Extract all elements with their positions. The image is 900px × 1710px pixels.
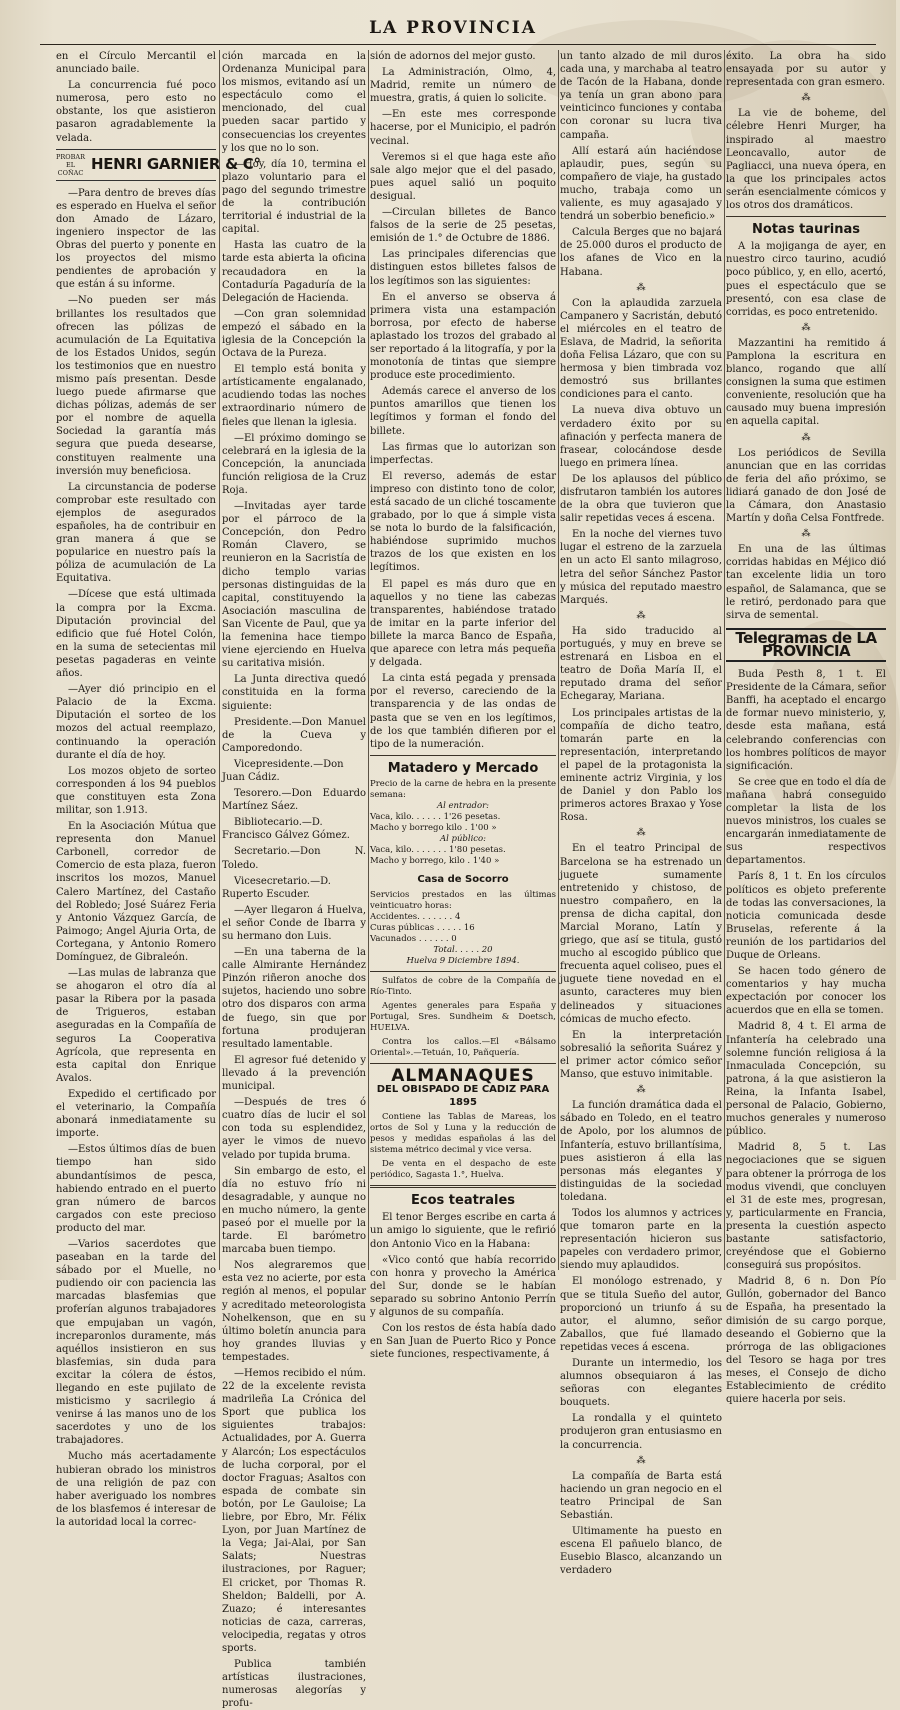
paragraph: —Para dentro de breves días es esperado en Huelva el señor don Amado de Lázaro, ingeniero inspector de las Obras del puerto y ponente en los proyectos del mismo pendientes de aprobación y que están á su informe. bbox=[56, 187, 216, 291]
almanaques-subheading: DEL OBISPADO DE CADIZ PARA 1895 bbox=[376, 1084, 550, 1109]
table-row: Vaca, kilo. . . . . . 1'26 pesetas. bbox=[370, 811, 501, 822]
column-3 bbox=[370, 50, 556, 1361]
paragraph: El reverso, además de estar impreso con distinto tono de color, está sacado de un cliché toscamente grabado, por lo que á simple vista se nota lo burdo de la falsificación, habiéndose suprimido muchos trazos de los que existen en los legítimos. bbox=[370, 470, 556, 574]
matadero-heading: Matadero y Mercado bbox=[387, 760, 539, 776]
paragraph: —Las mulas de labranza que se ahogaron el otro día al pasar la Ribera por la pasada de Trigueros, estaban aseguradas en la Compañía de seguros La Cooperativa Agrícola, que representa en esta capital don Enrique Avalos. bbox=[56, 968, 216, 1084]
section-rule bbox=[370, 1185, 556, 1188]
paragraph: La Administración, Olmo, 4, Madrid, remite un número de muestra, gratis, á quien lo solicite. bbox=[370, 67, 556, 105]
ad-callos: Contra los callos.—El «Bálsamo Oriental».—Tetuán, 10, Pañquería. bbox=[370, 1036, 556, 1058]
paragraph: Secretario.—Don N. Toledo. bbox=[222, 846, 366, 871]
paragraph: La circunstancia de poderse comprobar este resultado con ejemplos de asegurados españoles, ha de contribuir en gran manera á que se popularice en nuestro país la póliza de acumulación de La Equitativa. bbox=[56, 481, 216, 585]
table-intro: Servicios prestados en las últimas veinticuatro horas: bbox=[370, 889, 556, 911]
ornament-icon: ⁂ bbox=[801, 529, 811, 540]
paragraph: La concurrencia fué poco numerosa, pero esto no obstante, los que asistieron pasaron agradablemente la velada. bbox=[56, 80, 216, 144]
paragraph: Nos alegraremos que esta vez no acierte, por esta región al menos, el popular y acreditado meteorologista Nohelkenson, que en su último boletín anuncia para hoy grandes lluvias y tempestades. bbox=[222, 1260, 366, 1363]
paragraph: El tenor Berges escribe en carta á un amigo lo siguiente, que le refirió don Antonio Vico en la Habana: bbox=[370, 1212, 556, 1250]
paragraph: De los aplausos del público disfrutaron también los autores de la obra que tuvieron que salir repetidas veces á escena. bbox=[560, 473, 722, 525]
paragraph: —Hemos recibido el núm. 22 de la excelente revista madrileña La Crónica del Sport que publica los siguientes trabajos: Actualidades, por A. Guerra y Alarcón; Los espectáculos de lucha corporal, por el doctor Fraguas; Asaltos con espada de combate sin botón, por Le Gauloise; La liebre, por Ebro, Mr. Félix Lyon, por Juan Martínez de la Vega; Jai-Alai, por San Salats; Nuestras ilustraciones, por Raguer; El cricket, por Thomas R. Sheldon; Baldelli, por A. Zuazo; é interesantes noticias de caza, carreras, velocipedia, regatas y otros sports. bbox=[222, 1368, 366, 1654]
masthead-title: LA PROVINCIA bbox=[369, 18, 537, 38]
paragraph: La nueva diva obtuvo un verdadero éxito por su afinación y perfecta manera de frasear, colocándose desde luego en primera línea. bbox=[560, 405, 722, 469]
paragraph: —En este mes corresponde hacerse, por el Municipio, el padrón vecinal. bbox=[370, 109, 556, 147]
table-row: Macho y borrego, kilo . 1'40 » bbox=[370, 855, 500, 866]
paragraph: Ha sido traducido al portugués, y muy en breve se estrenará en Lisboa en el teatro de Doña María II, el reputado drama del señor Echegaray, Mariana. bbox=[560, 625, 722, 703]
paragraph: Allí estará aún haciéndose aplaudir, pues, según su compañero de viaje, ha gustado mucho, trabaja como un valiente, es muy agasajado y tendrá un soberbio beneficio.» bbox=[560, 145, 722, 223]
paragraph: Durante un intermedio, los alumnos obsequiaron á las señoras con elegantes bouquets. bbox=[560, 1358, 722, 1409]
paragraph: Publica también artísticas ilustraciones, numerosas alegorías y profu- bbox=[222, 1659, 366, 1710]
paragraph: —No pueden ser más brillantes los resultados que ofrecen las pólizas de acumulación de La Equitativa de los Estados Unidos, según los testimonios que en nuestro mismo país presentan. Desde luego puede afirmarse que dichas pólizas, además de ser por el nombre de aquella Sociedad la garantía más segura que pueda desearse, constituyen realmente una inversión muy beneficiosa. bbox=[56, 295, 216, 477]
paragraph: en el Círculo Mercantil el anunciado baile. bbox=[56, 51, 216, 76]
table-row: Vacunados . . . . . . 0 bbox=[370, 933, 457, 944]
column-divider bbox=[558, 50, 559, 1270]
ornament-icon: ⁂ bbox=[801, 93, 811, 104]
paragraph: En una de las últimas corridas habidas en Méjico dió tan excelente lidia un toro español, de Salamanca, que se le retiró, perdonado para que sirva de semental. bbox=[726, 544, 886, 621]
paragraph: Mazzantini ha remitido á Pamplona la escritura en blanco, rogando que allí consignen la suma que estimen conveniente, resolución que ha causado muy buena impresión en aquella capital. bbox=[726, 337, 886, 428]
paragraph: Veremos si el que haga este año sale algo mejor que el del pasado, pues aquel salió un poquito desigual. bbox=[370, 151, 556, 202]
paragraph: Todos los alumnos y actrices que tomaron parte en la representación hicieron sus papeles con verdadero primor, siendo muy aplaudidos. bbox=[560, 1207, 722, 1272]
almanaques-heading: ALMANAQUES bbox=[391, 1065, 535, 1086]
ornament-icon: ⁂ bbox=[801, 432, 811, 443]
ornament-icon: ⁂ bbox=[636, 610, 646, 621]
paragraph: En el anverso se observa á primera vista una estampación borrosa, por efecto de haberse aplastado los trozos del grabado al ser reportado á la litografía, y por la monotonía de tintas que siempre produce este procedimiento. bbox=[370, 291, 556, 382]
table-date: Huelva 9 Diciembre 1894. bbox=[406, 955, 520, 966]
ad-agentes: Agentes generales para España y Portugal, Sres. Sundheim & Doetsch, HUELVA. bbox=[370, 1000, 556, 1033]
paragraph: Las firmas que lo autorizan son imperfectas. bbox=[370, 441, 556, 466]
paragraph: Expedido el certificado por el veterinario, la Compañía abonará inmediatamente su importe. bbox=[56, 1088, 216, 1140]
paragraph: —Varios sacerdotes que paseaban en la tarde del sábado por el Muelle, no pudiendo oir con paciencia las marcadas blasfemias que proferían algunos trabajadores que empujaban un vagón, increparonlos duramente, más aquéllos insistieron en sus blasfemias, sin duda para excitar la cólera de éstos, llegando en este pujilato de misticismo y sacrilegio á venirse á las manos uno de los sacerdotes y uno de los trabajadores. bbox=[56, 1238, 216, 1447]
paragraph: Hasta las cuatro de la tarde esta abierta la oficina recaudadora en la Contaduría Pagaduría de la Delegación de Hacienda. bbox=[222, 240, 366, 304]
paragraph: Con los restos de ésta había dado en San Juan de Puerto Rico y Ponce siete funciones, respectivamente, á bbox=[370, 1323, 556, 1361]
paragraph: ción marcada en la Ordenanza Municipal para los mismos, evitando así un espectáculo como el mencionado, del cual pueden sacar partido y consecuencias los creyentes y los que no lo son. bbox=[222, 51, 366, 154]
paragraph: Calcula Berges que no bajará de 25.000 duros el producto de los afanes de Vico en la Habana. bbox=[560, 227, 722, 278]
paragraph: —Invitadas ayer tarde por el párroco de la Concepción, don Pedro Román Clavero, se reunieron en la Sacristía de dicho templo varias personas distinguidas de la capital, constituyendo la Asociación masculina de San Vicente de Paul, que ya la femenina hace tiempo viene ejerciendo en Huelva su caritativa misión. bbox=[222, 501, 366, 670]
paragraph: —Después de tres ó cuatro días de lucir el sol con toda su esplendidez, ayer le vimos de nuevo velado por tupida bruma. bbox=[222, 1097, 366, 1161]
telegram: Madrid 8, 5 t. Las negociaciones que se siguen para obtener la prórroga de los modus vivendi, que concluyen el 31 de este mes, progresan, y, particularmente en Francia, presenta la cuestión aspecto bastante satisfactorio, creyéndose que el Gobierno conseguirá sus propósitos. bbox=[726, 1142, 886, 1272]
table-subheading: Al entrador: bbox=[436, 800, 490, 811]
masthead-rule bbox=[40, 44, 876, 45]
paragraph: «Vico contó que había recorrido con honra y provecho la América del Sur, donde se le habían separado su sobrino Antonio Perrín y algunos de su compañía. bbox=[370, 1254, 556, 1318]
section-rule bbox=[370, 971, 556, 972]
table-row: Macho y borrego kilo . 1'00 » bbox=[370, 822, 497, 833]
paragraph: El monólogo estrenado, y que se titula Sueño del autor, proporcionó un triunfo á su autor, el alumno, señor Zaballos, que fué llamado repetidas veces á escena. bbox=[560, 1276, 722, 1353]
ornament-icon: ⁂ bbox=[636, 282, 646, 293]
notas-taurinas-heading: Notas taurinas bbox=[752, 222, 860, 238]
paragraph: La compañía de Barta está haciendo un gran negocio en el teatro Principal de San Sebastián. bbox=[560, 1470, 722, 1522]
paragraph: —Estos últimos días de buen tiempo han sido abundantísimos de pesca, habiendo entrado en el puerto gran número de barcos cargados con este precioso producto del mar. bbox=[56, 1144, 216, 1234]
paragraph: Presidente.—Don Manuel de la Cueva y Camporedondo. bbox=[222, 716, 366, 754]
paragraph: Vicepresidente.—Don Juan Cádiz. bbox=[222, 758, 344, 783]
column-4 bbox=[560, 50, 722, 1577]
column-divider bbox=[219, 50, 220, 1270]
ornament-icon: ⁂ bbox=[636, 1455, 646, 1466]
table-row: Accidentes. . . . . . . 4 bbox=[370, 911, 461, 922]
paragraph: Las principales diferencias que distinguen estos billetes falsos de los legítimos son las siguientes: bbox=[370, 249, 556, 287]
socorro-table bbox=[370, 890, 556, 967]
paragraph: El templo está bonita y artísticamente engalanado, acudiendo todas las noches extraordinario número de fieles que llenan la iglesia. bbox=[222, 364, 366, 428]
paragraph: Vicesecretario.—D. Ruperto Escuder. bbox=[222, 875, 331, 900]
paragraph: Los periódicos de Sevilla anuncian que en las corridas de feria del año próximo, se lidiará ganado de don José de la Cámara, don Anastasio Martín y doña Celsa Fontfrede. bbox=[726, 447, 886, 525]
table-intro: Precio de la carne de hebra en la presente semana: bbox=[370, 778, 556, 800]
paragraph: Tesorero.—Don Eduardo Martínez Sáez. bbox=[222, 788, 366, 813]
paragraph: Mucho más acertadamente hubieran obrado los ministros de una religión de paz con haber averiguado los nombres de los blasfemos é interesar de la autoridad local la correc- bbox=[56, 1451, 216, 1528]
table-total: Total. . . . . 20 bbox=[433, 944, 493, 955]
telegram: Se cree que en todo el día de mañana habrá conseguido completar la lista de los nuevos ministros, los cuales se encargarán inmediatamente de sus respectivos departamentos. bbox=[726, 776, 886, 867]
paragraph: El papel es más duro que en aquellos y no tiene las cabezas transparentes, habiéndose tratado de imitar en la parte inferior del billete la marca Banco de España, que aparece con letra más pequeña y delgada. bbox=[370, 578, 556, 669]
column-2 bbox=[222, 50, 366, 1710]
section-rule bbox=[370, 1063, 556, 1064]
paragraph: Los principales artistas de la compañía de dicho teatro, tomarán parte en la representación, interpretando el papel de la protagonista la eminente actriz Virginia, y los de Daniel y don Pablo los primeros actores Braxao y Yose Rosa. bbox=[560, 707, 722, 824]
ad-brand: HENRI GARNIER & C° bbox=[90, 155, 261, 174]
paragraph: sión de adornos del mejor gusto. bbox=[370, 51, 536, 62]
ecos-heading: Ecos teatrales bbox=[411, 1193, 515, 1209]
paragraph: —Circulan billetes de Banco falsos de la serie de 25 pesetas, emisión de 1.° de Octubre de 1886. bbox=[370, 207, 556, 245]
paragraph: —Con gran solemnidad empezó el sábado en la iglesia de la Concepción la Octava de la Pureza. bbox=[222, 308, 366, 360]
paragraph: Sin embargo de esto, el día no estuvo frío ni desagradable, y aunque no en mucho número, la gente paseó por el muelle por la tarde. El barómetro marcaba buen tiempo. bbox=[222, 1165, 366, 1256]
section-rule bbox=[370, 755, 556, 756]
section-rule bbox=[726, 216, 886, 217]
paragraph: La rondalla y el quinteto produjeron gran entusiasmo en la concurrencia. bbox=[560, 1413, 722, 1451]
ornament-icon: ⁂ bbox=[801, 322, 811, 333]
paragraph: —El próximo domingo se celebrará en la iglesia de la Concepción, la anunciada función religiosa de la Cruz Roja. bbox=[222, 432, 366, 496]
paragraph: —Hoy, día 10, termina el plazo voluntario para el pago del segundo trimestre de la contribución territorial é industrial de la capital. bbox=[222, 158, 366, 236]
table-row: Vaca, kilo. . . . . . . 1'80 pesetas. bbox=[370, 844, 506, 855]
ornament-icon: ⁂ bbox=[636, 828, 646, 839]
column-divider bbox=[724, 50, 725, 1270]
almanaques-venta: De venta en el despacho de este periódico, Sagasta 1.°, Huelva. bbox=[370, 1159, 556, 1181]
paragraph: —En una taberna de la calle Almirante Hernández Pinzón riñeron anoche dos sujetos, haciendo uno sobre otro dos disparos con arma de fuego, sin que por fortuna produjeran resultado lamentable. bbox=[222, 947, 366, 1050]
telegramas-heading: Telegramas de LA PROVINCIA bbox=[726, 628, 886, 662]
paragraph: Bibliotecario.—D. Francisco Gálvez Gómez. bbox=[222, 817, 350, 842]
table-row: Curas públicas . . . . . 16 bbox=[370, 922, 475, 933]
ad-tagline: PROBAR EL COÑAC bbox=[56, 152, 85, 177]
meat-price-table bbox=[370, 779, 556, 867]
paragraph: En el teatro Principal de Barcelona se ha estrenado un juguete sumamente entretenido y chistoso, de nuestro compañero, en la prensa de dicha capital, don Marcial Morano, Latín y griego, que así se titula, gustó mucho al escogido público que frecuenta aquel coliseo, pues el juguete tiene novedad en el asunto, caracteres muy bien delineados y situaciones cómicas de mucho efecto. bbox=[560, 843, 722, 1025]
paragraph: —Ayer dió principio en el Palacio de la Excma. Diputación el sorteo de los mozos del actual reemplazo, continuando la operación durante el día de hoy. bbox=[56, 684, 216, 761]
paragraph: A la mojiganga de ayer, en nuestro circo taurino, acudió poco público, y, en ello, acertó, pues el espectáculo que se presentó, con esa clase de corridas, es poco entretenido. bbox=[726, 241, 886, 318]
paragraph: Con la aplaudida zarzuela Campanero y Sacristán, debutó el miércoles en el teatro de Eslava, de Madrid, la señorita doña Felisa Lázaro, que con su hermosa y bien timbrada voz demostró sus brillantes condiciones para el canto. bbox=[560, 297, 722, 401]
telegram: Buda Pesth 8, 1 t. El Presidente de la Cámara, señor Banffi, ha aceptado el encargo de formar nuevo ministerio, y, desde esta mañana, está celebrando conferencias con los hombres políticos de mayor significación. bbox=[726, 669, 886, 772]
paragraph: —Dícese que está ultimada la compra por la Excma. Diputación provincial del edificio que fué Hotel Colón, en la suma de setecientas mil pesetas pagaderas en veinte años. bbox=[56, 589, 216, 680]
telegram: Madrid 8, 6 n. Don Pío Gullón, gobernador del Banco de España, ha presentado la dimisión de su cargo porque, deseando el Gobierno que la prórroga de las obligaciones del Tesoro se haga por tres meses, el Consejo de dicho Establecimiento de crédito quiere hacerla por seis. bbox=[726, 1276, 886, 1406]
column-1 bbox=[56, 50, 261, 1528]
telegram: Madrid 8, 4 t. El arma de Infantería ha celebrado una solemne función religiosa á la Inmaculada Concepción, su patrona, á la que asistieron la Reina, la Infanta Isabel, personal de Palacio, Gobierno, muchos generales y numeroso público. bbox=[726, 1021, 886, 1138]
paragraph: En la Asociación Mútua que representa don Manuel Carbonell, corredor de Comercio de esta plaza, fueron inscritos los mozos, Manuel Calero Martínez, del Castaño del Robledo; José Suárez Feria y Antonio Vázquez García, de Paimogo; Angel Ajuria Orta, de Cortegana, y Antonio Romero Domínguez, de Gibraleón. bbox=[56, 821, 216, 963]
telegram: Se hacen todo género de comentarios y hay mucha expectación por conocer los acuerdos que en ella se tomen. bbox=[726, 966, 886, 1017]
telegram: París 8, 1 t. En los círculos políticos es objeto preferente de todas las conversaciones, la noticia comunicada desde Bruselas, referente á la reunión de los partidarios del Duque de Orleans. bbox=[726, 871, 886, 961]
cognac-advertisement bbox=[56, 149, 261, 181]
paragraph: En la noche del viernes tuvo lugar el estreno de la zarzuela en un acto El santo milagroso, letra del señor Sánchez Pastor y música del reputado maestro Marqués. bbox=[560, 529, 722, 606]
paragraph: Ultimamente ha puesto en escena El pañuelo blanco, de Eusebio Blasco, alcanzando un verdadero bbox=[560, 1526, 722, 1577]
table-subheading: Al público: bbox=[439, 833, 487, 844]
paragraph: éxito. La obra ha sido ensayada por su autor y representada con gran esmero. bbox=[726, 51, 886, 89]
ornament-icon: ⁂ bbox=[636, 1085, 646, 1096]
paragraph: La vie de boheme, del célebre Henri Murger, ha inspirado al maestro Leoncavallo, autor de Pagliacci, una nueva ópera, en la que los principales actos serán esencialmente cómicos y los otros dos dramáticos. bbox=[726, 108, 886, 212]
paragraph: un tanto alzado de mil duros cada una, y marchaba al teatro de Tacón de la Habana, donde ya tenía un gran abono para veinticinco funciones y contaba con coronar su lucra tiva campaña. bbox=[560, 51, 722, 141]
paragraph: El agresor fué detenido y llevado á la prevención municipal. bbox=[222, 1054, 366, 1093]
socorro-heading: Casa de Socorro bbox=[417, 873, 509, 885]
paragraph: —Ayer llegaron á Huelva, el señor Conde de Ibarra y su hermano don Luis. bbox=[222, 904, 366, 942]
ad-sulfatos: Sulfatos de cobre de la Compañía de Río-Tinto. bbox=[370, 975, 556, 997]
paragraph: La función dramática dada el sábado en Toledo, en el teatro de Apolo, por los alumnos de Infantería, estuvo brillantísima, pues asistieron á ella las personas más elegantes y distinguidas de la sociedad toledana. bbox=[560, 1100, 722, 1203]
paragraph: En la interpretación sobresalió la señorita Suárez y el primer actor cómico señor Manso, que estuvo inimitable. bbox=[560, 1029, 722, 1081]
paragraph: La cinta está pegada y prensada por el reverso, careciendo de la transparencia y de las ondas de pasta que se ven en los legítimos, de los que también difieren por el tipo de la numeración. bbox=[370, 673, 556, 750]
paragraph: La Junta directiva quedó constituida en la forma siguiente: bbox=[222, 674, 366, 712]
column-5 bbox=[726, 50, 886, 1406]
column-divider bbox=[368, 50, 369, 1270]
almanaques-text: Contiene las Tablas de Mareas, los ortos de Sol y Luna y la reducción de pesos y medidas españolas á las del sistema métrico decimal y vice versa. bbox=[370, 1112, 556, 1156]
paragraph: Los mozos objeto de sorteo corresponden á los 94 pueblos que constituyen esta Zona militar, son 1.913. bbox=[56, 765, 216, 816]
paragraph: Además carece el anverso de los puntos amarillos que tienen los legítimos y forman el fondo del billete. bbox=[370, 386, 556, 437]
